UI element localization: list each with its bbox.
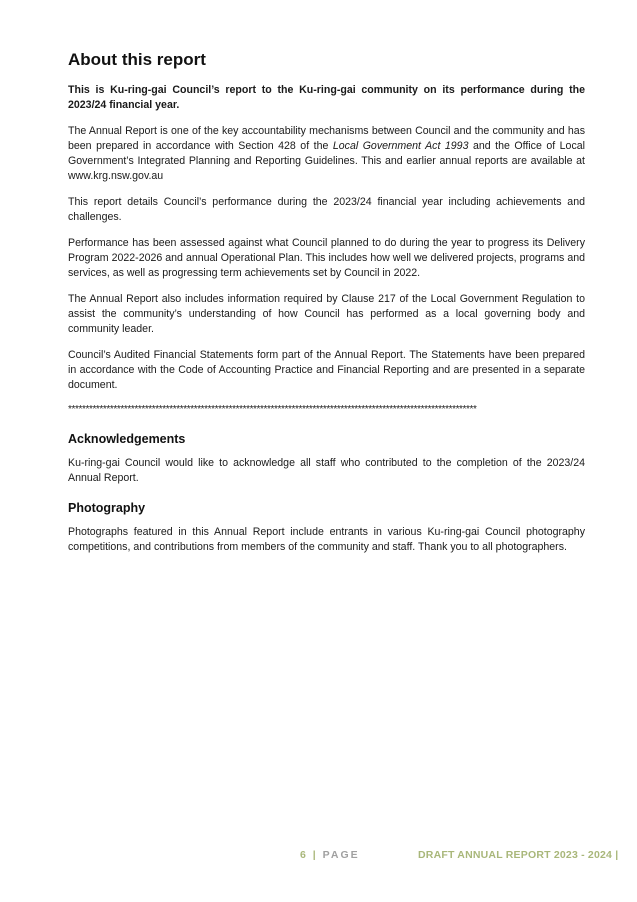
page-title: About this report (68, 50, 206, 69)
acknowledgements-heading: Acknowledgements (68, 432, 186, 446)
page-word: PAGE (322, 849, 360, 861)
footer-report-title: DRAFT ANNUAL REPORT 2023 - 2024 | (418, 849, 619, 861)
page-footer (0, 849, 637, 863)
paragraph-accountability-end: and the Office of Local Government’s Integrated Planning and Reporting Guidelines. This and earlier annual reports are available at www.krg.nsw.gov.au (68, 140, 585, 182)
footer-separator: | (312, 849, 318, 861)
page-number: 6 (300, 849, 308, 861)
photography-text: Photographs featured in this Annual Report include entrants in various Ku-ring-gai Council photography competitions, and contributions from members of the community and staff. Thank you to all photographers. (68, 526, 585, 553)
lead-statement: This is Ku-ring-gai Council’s report to the Ku-ring-gai community on its performance during the 2023/24 financial year. (68, 84, 585, 111)
paragraph-accountability-start: The Annual Report is one of the key accountability mechanisms between Council and the community and has been prepared in accordance with Section 428 of the (68, 125, 585, 152)
paragraph-accountability (68, 124, 585, 184)
section-divider: ********************************************************************************************************************* (68, 404, 477, 415)
paragraph-financial-statements: Council’s Audited Financial Statements form part of the Annual Report. The Statements have been prepared in accordance with the Code of Accounting Practice and Financial Reporting and are presented in a separate document. (68, 349, 585, 391)
paragraph-performance-assessment: Performance has been assessed against what Council planned to do during the year to progress its Delivery Program 2022-2026 and annual Operational Plan. This includes how well we delivered projects, programs and services, as well as progressing term achievements set by Council in 2022. (68, 237, 585, 279)
paragraph-performance-details: This report details Council’s performance during the 2023/24 financial year including achievements and challenges. (68, 196, 585, 223)
paragraph-regulation: The Annual Report also includes information required by Clause 217 of the Local Government Regulation to assist the community’s understanding of how Council has performed as a local governing body and community leader. (68, 293, 585, 335)
page-number-label (300, 849, 360, 861)
act-title: Local Government Act 1993 (332, 140, 469, 152)
report-page (68, 50, 585, 566)
acknowledgements-text: Ku-ring-gai Council would like to acknowledge all staff who contributed to the completion of the 2023/24 Annual Report. (68, 457, 585, 484)
photography-heading: Photography (68, 501, 146, 515)
